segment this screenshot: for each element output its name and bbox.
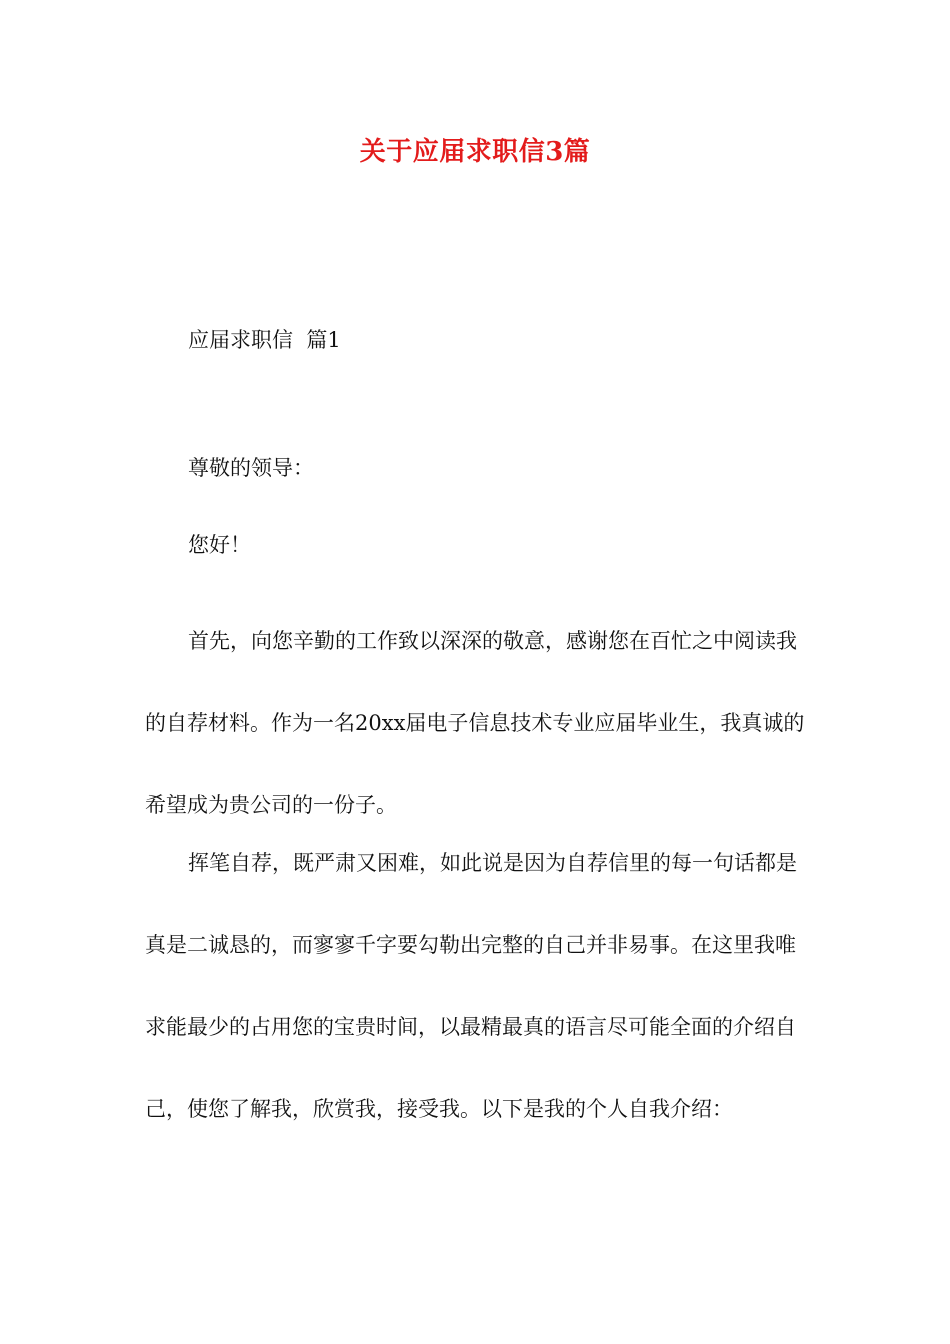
body-paragraph: 挥笔自荐，既严肃又困难，如此说是因为自荐信里的每一句话都是真是二诚恳的，而寥寥千字要勾勒出完整的自己并非易事。在这里我唯求能最少的占用您的宝贵时间，以最精最真的语言尽可能全面的介绍自己，使您了解我，欣赏我，接受我。以下是我的个人自我介绍： <box>145 851 797 1121</box>
document-title: 关于应届求职信3篇 <box>359 137 591 167</box>
greeting-line: 尊敬的领导： <box>188 456 314 480</box>
body-paragraph: 首先，向您辛勤的工作致以深深的敬意，感谢您在百忙之中阅读我的自荐材料。作为一名20xx届电子信息技术专业应届毕业生，我真诚的希望成为贵公司的一份子。 <box>145 629 805 817</box>
hello-line: 您好！ <box>188 533 251 557</box>
section-heading: 应届求职信 篇1 <box>188 328 341 352</box>
